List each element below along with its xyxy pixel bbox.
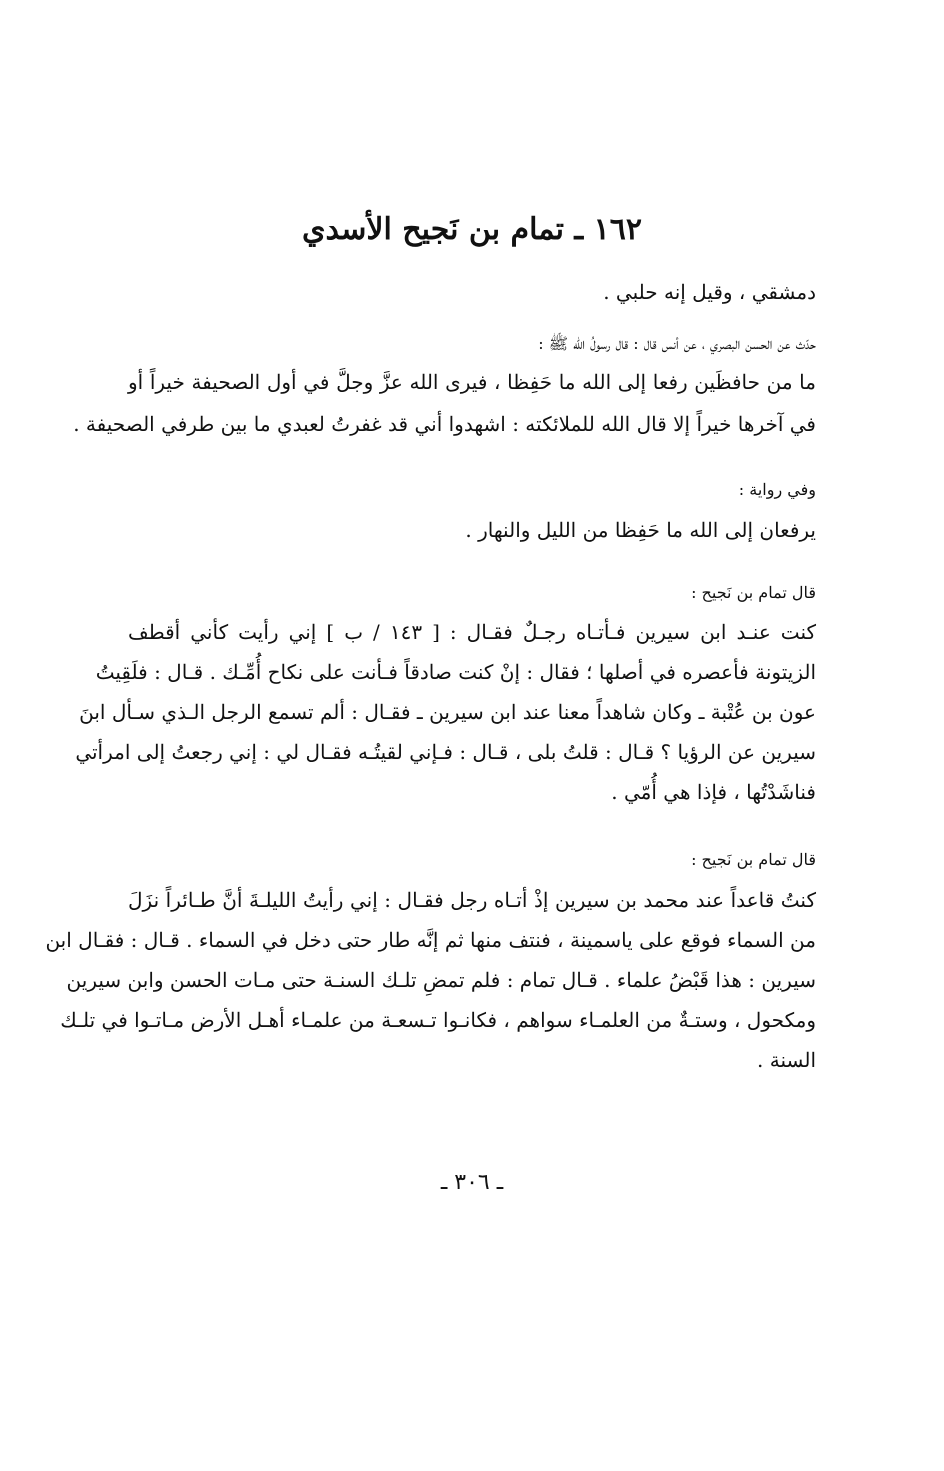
section-heading: قال تمام بن نَجيح : [691, 850, 816, 869]
page-title: ١٦٢ ـ تمام بن نَجيح الأسدي [302, 212, 642, 247]
riwaya-label: وفي رواية : [738, 480, 816, 499]
narrative-line: كنتُ قاعداً عند محمد بن سيرين إذْ أتـاه رجل فقـال : إني رأيتُ الليلـةَ أنَّ طـائراً نزَلَ [128, 888, 816, 912]
narrative-line: الزيتونة فأعصره في أصلها ؛ فقال : إنْ كنت صادقاً فـأنت على نكاح أُمِّـك . قـال : فلَقِيتُ [95, 660, 816, 684]
narrative-line: من السماء فوقع على ياسمينة ، فنتف منها ثم إنَّه طار حتى دخل في السماء . قـال : فقـال ابن [45, 928, 816, 952]
hadith-line: ما من حافظَين رفعا إلى الله ما حَفِظا ، فيرى الله عزَّ وجلَّ في أول الصحيفة خيراً أو [128, 370, 816, 394]
narrative-line: فناشَدْتُها ، فإذا هي أُمّي . [611, 780, 816, 804]
hadith-line: في آخرها خيراً إلا قال الله للملائكته : اشهدوا أني قد غفرتُ لعبدي ما بين طرفي الصحيفة . [73, 412, 816, 436]
section-heading: قال تمام بن نَجيح : [691, 583, 816, 602]
narrative-line: ومكحول ، وستـةٌ من العلمـاء سواهم ، فكانـوا تـسعـة من علمـاء أهـل الأرض مـاتـوا في تلـك [60, 1008, 816, 1032]
page-number: ـ ٣٠٦ ـ [440, 1170, 504, 1195]
narrative-line: عون بن عُتْبة ـ وكان شاهداً معنا عند ابن سيرين ـ فقـال : ألم تسمع الرجل الـذي سـأل ابنَ [79, 700, 816, 724]
intro-line: دمشقي ، وقيل إنه حلبي . [603, 280, 816, 304]
riwaya-text: يرفعان إلى الله ما حَفِظا من الليل والنهار . [465, 518, 816, 542]
narrative-line: السنة . [757, 1048, 816, 1072]
hadith-isnad: حدّث عن الحسن البصري ، عن أنس قال : قال رسولُ الله ﷺ : [538, 334, 816, 353]
narrative-line: سيرين : هذا قَبْضُ علماء . قـال تمام : فلم تمضِ تلـك السنـة حتى مـات الحسن وابن سيرين [66, 968, 816, 992]
narrative-line: سيرين عن الرؤيا ؟ قـال : قلتُ بلى ، قـال : فـإني لقيتُـه فقـال لي : إني رجعتُ إلى امرأتي [75, 740, 816, 764]
narrative-line: كنت عنـد ابن سيرين فـأتـاه رجـلٌ فقـال : [ ١٤٣ / ب ] إني رأيت كأني أقطف [128, 620, 816, 644]
